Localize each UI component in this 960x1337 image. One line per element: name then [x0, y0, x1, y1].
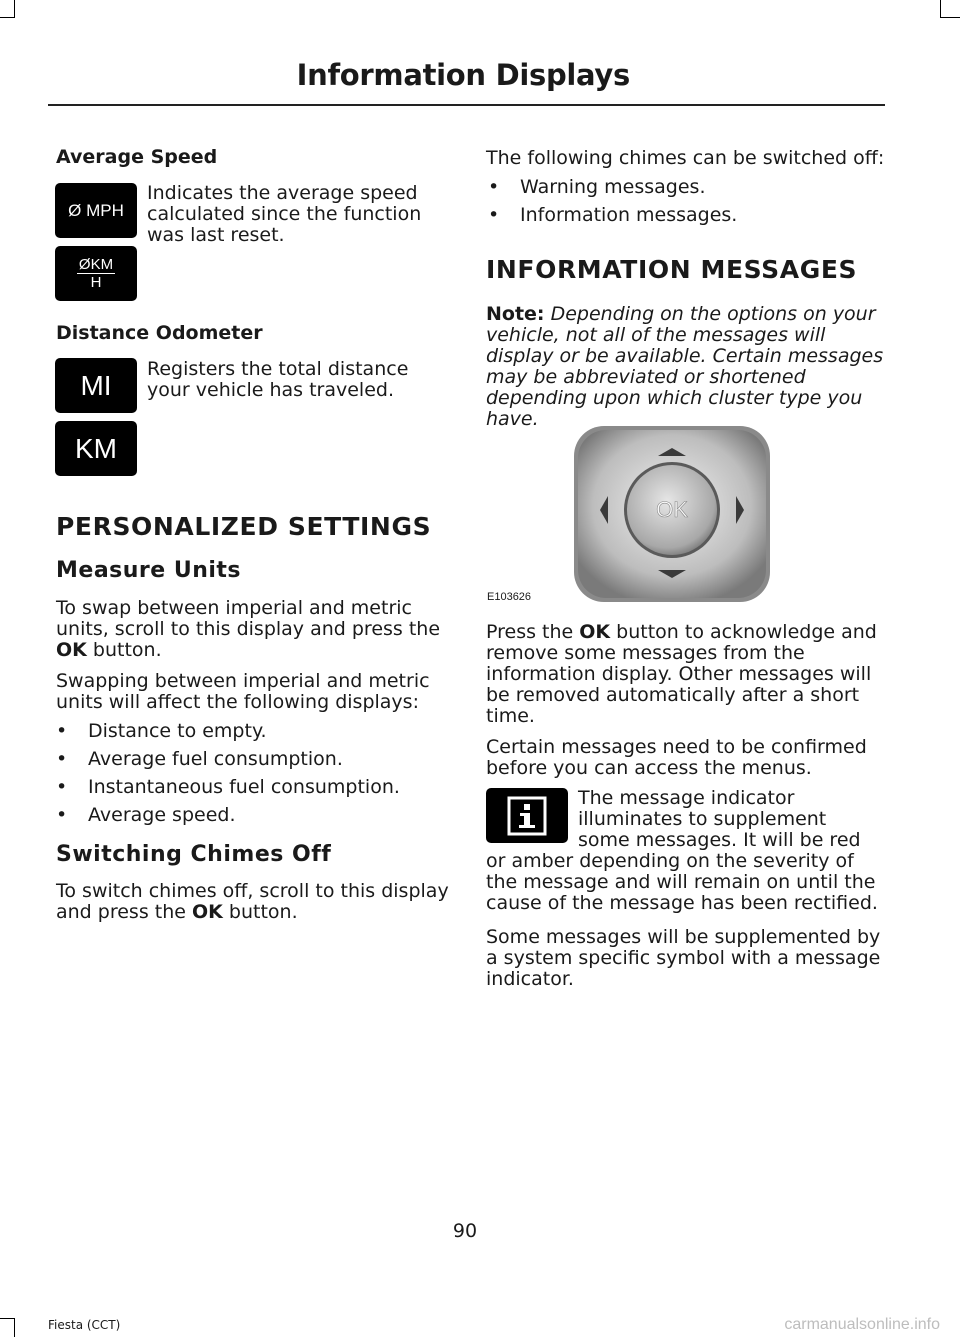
confirm-paragraph: Certain messages need to be confirmed before you can access the menus. [486, 736, 867, 779]
bullet-dot: • [56, 720, 68, 742]
press-text-a: Press the [486, 621, 580, 643]
figure-ok-text: OK [656, 497, 688, 522]
note-paragraph [486, 304, 886, 430]
footer-model: Fiesta (CCT) [48, 1318, 121, 1332]
measure-units-paragraph [56, 598, 446, 661]
page-title: Information Displays [296, 58, 630, 92]
personalized-settings-heading: PERSONALIZED SETTINGS [56, 512, 432, 541]
list-item-text: Information messages. [520, 204, 738, 226]
list-item-text: Average fuel consumption. [88, 748, 343, 770]
average-speed-text: Indicates the average speed calculated since the function was last reset. [147, 182, 422, 246]
bullet-dot: • [56, 748, 68, 770]
crop-mark [940, 17, 960, 18]
supplement-paragraph: Some messages will be supplemented by a system specific symbol with a message indicator. [486, 926, 881, 990]
average-mph-icon [55, 183, 137, 238]
list-item-text: Warning messages. [520, 176, 706, 198]
note-text: Depending on the options on your vehicle, not all of the messages will display or be available. Certain messages may be abbreviated or shortened depending upon which cluster type you have. [486, 303, 884, 430]
chimes-intro: The following chimes can be switched off: [486, 147, 885, 169]
bullet-dot: • [488, 176, 500, 198]
press-text-b: button to acknowledge and remove some messages from the information display. Other messages will be removed automatically after a short time. [486, 621, 877, 727]
odometer-km-icon [55, 421, 137, 476]
average-kmh-icon-top: ØKM [78, 256, 114, 273]
measure-units-heading: Measure Units [56, 558, 242, 583]
crop-mark [940, 0, 941, 18]
list-item-text: Average speed. [88, 804, 236, 826]
measure-text-a: To swap between imperial and metric units, scroll to this display and press the [56, 597, 441, 640]
odometer-km-icon-label: KM [75, 432, 117, 464]
figure-id: E103626 [487, 591, 532, 603]
icon-float-spacer [486, 788, 578, 850]
switching-chimes-paragraph [56, 881, 451, 923]
indicator-text: The message indicator illuminates to supplement some messages. It will be red or amber depending on the severity of the message and will remain on until the cause of the message has been rectified. [486, 787, 878, 914]
crop-mark [0, 17, 15, 18]
measure-units-effects: Swapping between imperial and metric units will affect the following displays: [56, 670, 430, 713]
chimes-text-a: To switch chimes off, scroll to this display and press the [56, 880, 449, 923]
odometer-miles-icon [55, 358, 137, 413]
ok-button-figure [572, 424, 772, 604]
watermark: carmanualsonline.info [784, 1316, 940, 1333]
average-kmh-icon [55, 246, 137, 301]
information-messages-heading: INFORMATION MESSAGES [486, 255, 858, 284]
distance-odometer-heading: Distance Odometer [56, 322, 263, 344]
message-indicator-paragraph [486, 788, 882, 914]
list-item-text: Instantaneous fuel consumption. [88, 776, 400, 798]
odometer-miles-icon-label: MI [80, 369, 112, 401]
bullet-dot: • [56, 804, 68, 826]
list-item-text: Distance to empty. [88, 720, 267, 742]
ok-label: OK [192, 901, 223, 923]
average-mph-icon-label: Ø MPH [68, 200, 124, 220]
ok-label: OK [56, 639, 87, 661]
press-ok-paragraph [486, 622, 882, 727]
crop-mark [14, 1318, 15, 1337]
chimes-text-b: button. [222, 901, 298, 923]
distance-odometer-text: Registers the total distance your vehicle has traveled. [147, 358, 409, 401]
bullet-dot: • [56, 776, 68, 798]
header-divider [48, 104, 885, 106]
switching-chimes-heading: Switching Chimes Off [56, 842, 332, 867]
measure-text-b: button. [86, 639, 162, 661]
ok-label: OK [579, 621, 611, 643]
page-number: 90 [452, 1220, 478, 1242]
bullet-dot: • [488, 204, 500, 226]
crop-mark [14, 0, 15, 18]
average-kmh-icon-bottom: H [90, 274, 102, 291]
note-label: Note: [486, 303, 545, 325]
crop-mark [0, 1318, 15, 1319]
average-speed-heading: Average Speed [56, 146, 218, 168]
